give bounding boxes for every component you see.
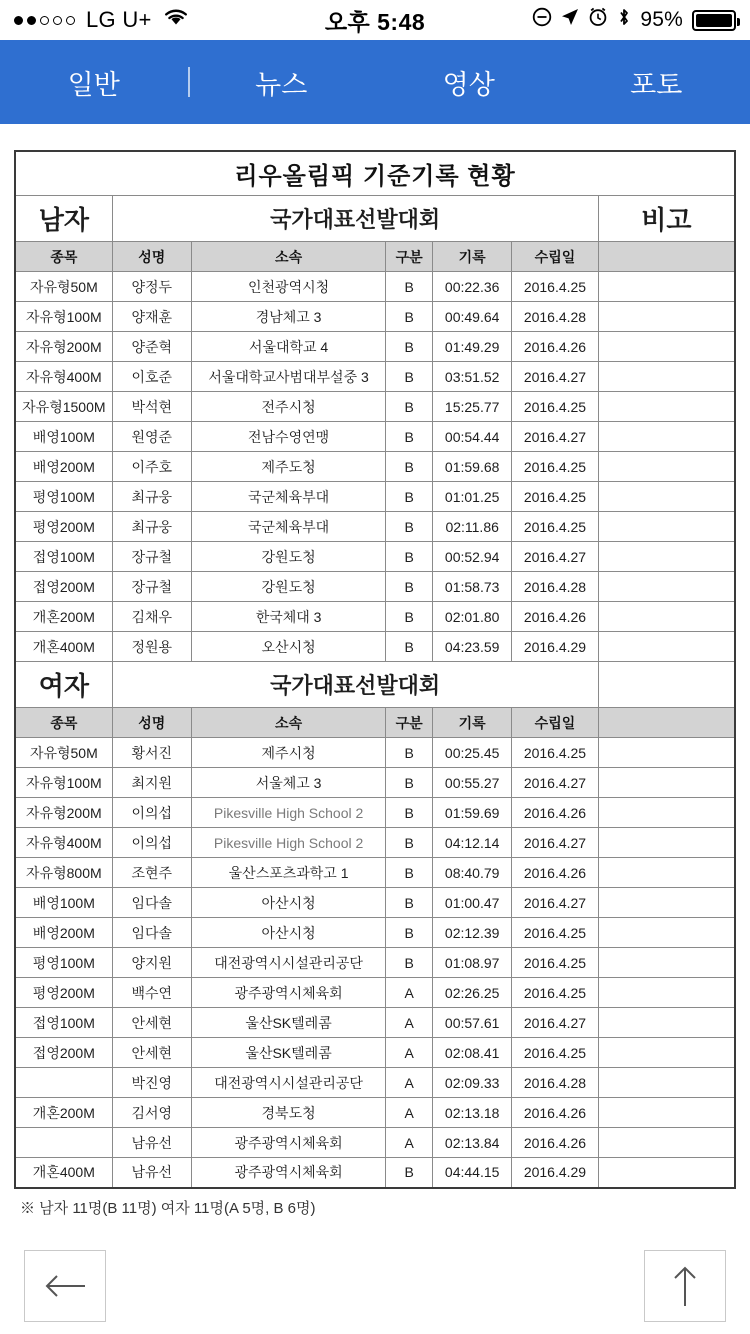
table-cell: 2016.4.28 (512, 1068, 598, 1098)
table-cell-note (598, 602, 735, 632)
table-cell: 2016.4.28 (512, 302, 598, 332)
table-cell-note (598, 798, 735, 828)
column-header: 종목 (15, 708, 112, 738)
clock-label: 오후 5:48 (324, 8, 426, 35)
column-header: 구분 (386, 242, 433, 272)
table-cell: 00:55.27 (433, 768, 512, 798)
table-cell: B (386, 302, 433, 332)
table-cell: 2016.4.25 (512, 738, 598, 768)
status-bar (0, 0, 750, 40)
table-cell: 전주시청 (191, 392, 385, 422)
table-cell: 03:51.52 (433, 362, 512, 392)
table-cell: 이호준 (112, 362, 191, 392)
table-cell-note (598, 768, 735, 798)
table-row (15, 858, 735, 888)
table-cell: 평영100M (15, 482, 112, 512)
column-header: 종목 (15, 242, 112, 272)
tab-news[interactable] (188, 63, 376, 102)
table-row (15, 738, 735, 768)
section-header-row (15, 196, 735, 242)
table-cell: A (386, 1038, 433, 1068)
table-cell: 2016.4.25 (512, 978, 598, 1008)
table-cell: 개혼400M (15, 632, 112, 662)
table-cell: 강원도청 (191, 572, 385, 602)
table-cell: 01:00.47 (433, 888, 512, 918)
table-cell: 02:12.39 (433, 918, 512, 948)
table-cell: 04:23.59 (433, 632, 512, 662)
alarm-icon (588, 7, 608, 33)
table-cell: 자유형50M (15, 272, 112, 302)
carrier-label: LG U+ (86, 7, 152, 32)
article-content (0, 124, 750, 1265)
table-cell: 백수연 (112, 978, 191, 1008)
table-row (15, 272, 735, 302)
table-cell-note (598, 542, 735, 572)
table-row (15, 798, 735, 828)
table-cell: 00:54.44 (433, 422, 512, 452)
table-cell: 02:11.86 (433, 512, 512, 542)
table-cell-note (598, 828, 735, 858)
table-cell: 배영100M (15, 422, 112, 452)
table-cell: 울산SK텔레콤 (191, 1008, 385, 1038)
table-cell: B (386, 512, 433, 542)
table-cell: 자유형200M (15, 332, 112, 362)
table-cell: 오산시청 (191, 632, 385, 662)
table-cell: 남유선 (112, 1128, 191, 1158)
table-cell: 2016.4.25 (512, 392, 598, 422)
table-cell: 2016.4.27 (512, 888, 598, 918)
table-cell: 00:49.64 (433, 302, 512, 332)
table-cell: 02:13.18 (433, 1098, 512, 1128)
column-header: 소속 (191, 708, 385, 738)
table-cell: 2016.4.25 (512, 512, 598, 542)
table-cell: 박석현 (112, 392, 191, 422)
table-cell: 아산시청 (191, 918, 385, 948)
table-cell: 이주호 (112, 452, 191, 482)
bottom-navigation (0, 1238, 750, 1334)
table-cell: 2016.4.27 (512, 362, 598, 392)
table-cell: 조현주 (112, 858, 191, 888)
column-header-row (15, 708, 735, 738)
table-cell: 04:12.14 (433, 828, 512, 858)
column-header-row (15, 242, 735, 272)
table-cell: 2016.4.26 (512, 1128, 598, 1158)
table-cell: 2016.4.26 (512, 602, 598, 632)
table-cell: 01:58.73 (433, 572, 512, 602)
table-cell: 이의섭 (112, 828, 191, 858)
table-row (15, 918, 735, 948)
table-cell: 00:22.36 (433, 272, 512, 302)
table-cell: B (386, 1158, 433, 1188)
tab-news-label: 뉴스 (255, 69, 308, 100)
table-cell: 00:57.61 (433, 1008, 512, 1038)
table-cell: 평영200M (15, 512, 112, 542)
table-cell: 배영100M (15, 888, 112, 918)
tab-photo-label: 포토 (630, 69, 683, 100)
table-row (15, 542, 735, 572)
table-cell-note (598, 332, 735, 362)
table-cell: B (386, 422, 433, 452)
table-cell: A (386, 1068, 433, 1098)
table-cell: 배영200M (15, 452, 112, 482)
table-row (15, 362, 735, 392)
table-cell: 황서진 (112, 738, 191, 768)
table-cell-note (598, 918, 735, 948)
table-cell-note (598, 1038, 735, 1068)
table-cell-note (598, 452, 735, 482)
table-cell-note (598, 888, 735, 918)
table-cell: B (386, 888, 433, 918)
table-cell-note (598, 978, 735, 1008)
section-meet: 국가대표선발대회 (112, 196, 598, 242)
table-cell: 이의섭 (112, 798, 191, 828)
table-cell: B (386, 918, 433, 948)
table-row (15, 392, 735, 422)
table-cell: 2016.4.26 (512, 798, 598, 828)
table-cell: 서울대학교 4 (191, 332, 385, 362)
section-meet: 국가대표선발대회 (112, 662, 598, 708)
table-cell: 2016.4.25 (512, 918, 598, 948)
table-cell-note (598, 362, 735, 392)
table-cell: 자유형1500M (15, 392, 112, 422)
table-cell: 배영200M (15, 918, 112, 948)
table-cell: 2016.4.26 (512, 1098, 598, 1128)
table-cell (15, 1068, 112, 1098)
table-row (15, 512, 735, 542)
table-cell: B (386, 362, 433, 392)
section-note (598, 662, 735, 708)
table-cell: 01:08.97 (433, 948, 512, 978)
table-cell: 2016.4.28 (512, 572, 598, 602)
table-cell: A (386, 1008, 433, 1038)
record-table (14, 150, 736, 1189)
table-cell: 2016.4.26 (512, 332, 598, 362)
scroll-to-top-button[interactable] (644, 1250, 726, 1322)
table-cell: 접영200M (15, 1038, 112, 1068)
table-cell: 최규웅 (112, 482, 191, 512)
table-cell: B (386, 572, 433, 602)
table-cell: 서울체고 3 (191, 768, 385, 798)
table-title: 리우올림픽 기준기록 현황 (15, 151, 735, 196)
back-button[interactable] (24, 1250, 106, 1322)
table-cell: 광주광역시체육회 (191, 1158, 385, 1188)
table-cell: A (386, 978, 433, 1008)
table-cell: 장규철 (112, 572, 191, 602)
table-cell: 아산시청 (191, 888, 385, 918)
table-cell: 국군체육부대 (191, 512, 385, 542)
table-cell: 안세현 (112, 1008, 191, 1038)
table-cell-note (598, 302, 735, 332)
table-row (15, 1098, 735, 1128)
table-cell: 2016.4.27 (512, 422, 598, 452)
table-cell: 2016.4.27 (512, 1008, 598, 1038)
tab-video-label: 영상 (442, 69, 495, 100)
table-cell: B (386, 602, 433, 632)
section-header-row (15, 662, 735, 708)
table-row (15, 1158, 735, 1188)
table-cell: 자유형400M (15, 362, 112, 392)
table-cell: 자유형800M (15, 858, 112, 888)
table-cell: 한국체대 3 (191, 602, 385, 632)
table-cell: 02:26.25 (433, 978, 512, 1008)
status-bar-left (14, 7, 189, 33)
table-cell: 00:25.45 (433, 738, 512, 768)
table-cell: 04:44.15 (433, 1158, 512, 1188)
table-cell: 광주광역시체육회 (191, 978, 385, 1008)
table-row (15, 602, 735, 632)
table-cell: 김서영 (112, 1098, 191, 1128)
table-cell: B (386, 632, 433, 662)
battery-icon (692, 10, 736, 31)
table-cell-note (598, 512, 735, 542)
table-row (15, 632, 735, 662)
table-cell: B (386, 858, 433, 888)
table-cell: 01:59.68 (433, 452, 512, 482)
table-cell: 대전광역시시설관리공단 (191, 1068, 385, 1098)
table-cell: 02:13.84 (433, 1128, 512, 1158)
table-cell: 접영100M (15, 542, 112, 572)
battery-percent-label: 95% (640, 8, 683, 31)
table-cell: 00:52.94 (433, 542, 512, 572)
table-cell: 양재훈 (112, 302, 191, 332)
table-cell: 제주도청 (191, 452, 385, 482)
table-cell: 경북도청 (191, 1098, 385, 1128)
column-header: 기록 (433, 708, 512, 738)
table-cell: 01:49.29 (433, 332, 512, 362)
table-row (15, 768, 735, 798)
table-cell-note (598, 858, 735, 888)
column-header-note (598, 708, 735, 738)
table-cell: 자유형100M (15, 302, 112, 332)
table-cell: 임다솔 (112, 888, 191, 918)
table-cell: B (386, 768, 433, 798)
table-cell-note (598, 422, 735, 452)
table-cell: 서울대학교사범대부설중 3 (191, 362, 385, 392)
table-cell: 국군체육부대 (191, 482, 385, 512)
table-cell: 원영준 (112, 422, 191, 452)
table-cell: B (386, 738, 433, 768)
table-cell-note (598, 1008, 735, 1038)
table-cell: 남유선 (112, 1158, 191, 1188)
table-cell-note (598, 948, 735, 978)
table-cell: 광주광역시체육회 (191, 1128, 385, 1158)
table-cell: 2016.4.25 (512, 272, 598, 302)
table-cell: 양지원 (112, 948, 191, 978)
table-cell: B (386, 272, 433, 302)
table-cell: 최규웅 (112, 512, 191, 542)
table-cell: 강원도청 (191, 542, 385, 572)
table-cell: 자유형400M (15, 828, 112, 858)
table-cell: 울산SK텔레콤 (191, 1038, 385, 1068)
bluetooth-icon (617, 7, 631, 33)
table-cell: 평영100M (15, 948, 112, 978)
table-cell: 접영100M (15, 1008, 112, 1038)
table-row (15, 572, 735, 602)
table-cell: 개혼200M (15, 602, 112, 632)
table-cell: 2016.4.25 (512, 482, 598, 512)
table-row (15, 1068, 735, 1098)
table-cell-note (598, 482, 735, 512)
table-cell: 임다솔 (112, 918, 191, 948)
table-cell: 최지원 (112, 768, 191, 798)
table-cell-note (598, 392, 735, 422)
table-row (15, 828, 735, 858)
table-cell-note (598, 1068, 735, 1098)
table-cell: 개혼400M (15, 1158, 112, 1188)
tab-divider (188, 67, 190, 97)
table-cell: 경남체고 3 (191, 302, 385, 332)
table-cell: 안세현 (112, 1038, 191, 1068)
section-note: 비고 (598, 196, 735, 242)
table-cell: 08:40.79 (433, 858, 512, 888)
table-cell-note (598, 1098, 735, 1128)
section-gender: 여자 (15, 662, 112, 708)
column-header: 수립일 (512, 242, 598, 272)
table-cell-note (598, 572, 735, 602)
signal-strength-icon (14, 16, 75, 25)
table-cell: 접영200M (15, 572, 112, 602)
wifi-icon (163, 7, 189, 33)
table-cell: 02:01.80 (433, 602, 512, 632)
table-cell: 대전광역시시설관리공단 (191, 948, 385, 978)
table-cell (15, 1128, 112, 1158)
arrow-up-icon (670, 1264, 700, 1308)
table-row (15, 332, 735, 362)
table-cell: 2016.4.25 (512, 452, 598, 482)
table-cell: B (386, 798, 433, 828)
table-row (15, 1008, 735, 1038)
section-gender: 남자 (15, 196, 112, 242)
table-cell-note (598, 738, 735, 768)
table-cell: B (386, 392, 433, 422)
table-cell: 자유형200M (15, 798, 112, 828)
tab-general-label: 일반 (67, 69, 120, 100)
column-header: 기록 (433, 242, 512, 272)
table-cell: 2016.4.29 (512, 632, 598, 662)
table-row (15, 888, 735, 918)
location-icon (561, 8, 579, 32)
table-title-row (15, 151, 735, 196)
record-table-image (0, 124, 750, 1218)
table-cell: A (386, 1128, 433, 1158)
table-cell: 울산스포츠과학고 1 (191, 858, 385, 888)
table-cell: 김채우 (112, 602, 191, 632)
category-tab-bar[interactable] (0, 40, 750, 124)
table-row (15, 422, 735, 452)
table-cell: 01:01.25 (433, 482, 512, 512)
table-row (15, 482, 735, 512)
tab-general[interactable] (0, 63, 188, 102)
status-bar-right (532, 7, 736, 33)
column-header: 구분 (386, 708, 433, 738)
table-cell: 개혼200M (15, 1098, 112, 1128)
column-header: 소속 (191, 242, 385, 272)
table-cell: 2016.4.27 (512, 542, 598, 572)
table-row (15, 1038, 735, 1068)
table-row (15, 452, 735, 482)
table-cell: 2016.4.27 (512, 768, 598, 798)
table-cell: Pikesville High School 2 (191, 828, 385, 858)
column-header: 성명 (112, 242, 191, 272)
table-cell: 2016.4.25 (512, 948, 598, 978)
table-cell: 장규철 (112, 542, 191, 572)
table-cell: B (386, 542, 433, 572)
table-cell: 전남수영연맹 (191, 422, 385, 452)
table-cell: B (386, 332, 433, 362)
table-row (15, 948, 735, 978)
arrow-left-icon (43, 1271, 87, 1301)
table-cell: 양준혁 (112, 332, 191, 362)
table-cell: 양정두 (112, 272, 191, 302)
table-cell-note (598, 272, 735, 302)
table-cell: B (386, 828, 433, 858)
table-cell: 평영200M (15, 978, 112, 1008)
column-header-note (598, 242, 735, 272)
table-cell: B (386, 948, 433, 978)
table-cell: B (386, 452, 433, 482)
table-cell: 2016.4.27 (512, 828, 598, 858)
table-cell: 15:25.77 (433, 392, 512, 422)
table-cell: 인천광역시청 (191, 272, 385, 302)
table-cell: 2016.4.29 (512, 1158, 598, 1188)
table-row (15, 1128, 735, 1158)
table-cell: 02:09.33 (433, 1068, 512, 1098)
column-header: 성명 (112, 708, 191, 738)
table-cell: 정원용 (112, 632, 191, 662)
column-header: 수립일 (512, 708, 598, 738)
table-cell: 01:59.69 (433, 798, 512, 828)
table-cell: 2016.4.25 (512, 1038, 598, 1068)
table-cell-note (598, 632, 735, 662)
tab-photo[interactable] (563, 63, 750, 102)
table-cell: 2016.4.26 (512, 858, 598, 888)
table-cell: B (386, 482, 433, 512)
table-cell: 02:08.41 (433, 1038, 512, 1068)
table-cell: A (386, 1098, 433, 1128)
table-cell: 자유형100M (15, 768, 112, 798)
table-cell-note (598, 1128, 735, 1158)
table-row (15, 978, 735, 1008)
table-footnote: ※ 남자 11명(B 11명) 여자 11명(A 5명, B 6명) (20, 1199, 316, 1217)
do-not-disturb-icon (532, 7, 552, 33)
table-cell: 제주시청 (191, 738, 385, 768)
table-cell: Pikesville High School 2 (191, 798, 385, 828)
table-cell: 자유형50M (15, 738, 112, 768)
table-cell: 박진영 (112, 1068, 191, 1098)
tab-video[interactable] (375, 63, 563, 102)
table-row (15, 302, 735, 332)
table-cell-note (598, 1158, 735, 1188)
